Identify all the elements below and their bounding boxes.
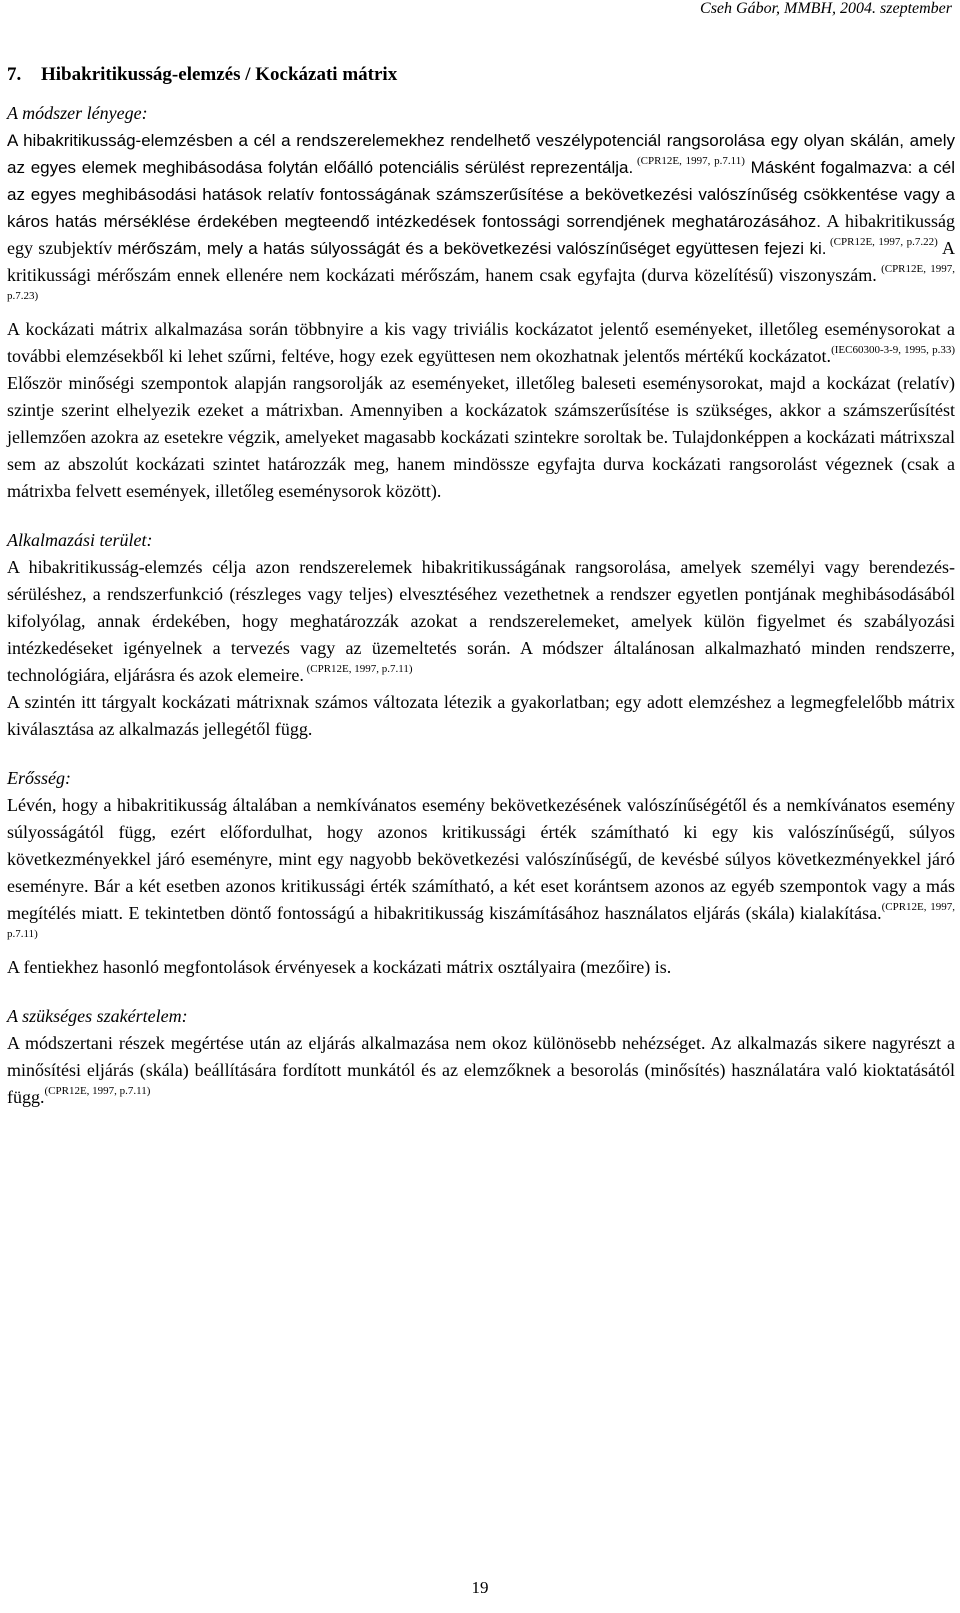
- method-p1-text-3: A hibakritikusság egy szubjektív: [7, 211, 956, 258]
- citation: (CPR12E, 1997, p.7.11): [636, 155, 745, 167]
- citation: (CPR12E, 1997, p.7.11): [7, 901, 955, 940]
- strength-paragraph-2: A fentiekhez hasonló megfontolások érvényesek a kockázati mátrix osztályaira (mezőire) is.: [7, 957, 672, 977]
- method-paragraph-2: [7, 316, 955, 505]
- strength-p1-text: Lévén, hogy a hibakritikusság általában a nemkívánatos esemény bekövetkezésének valószínűségétől és a nemkívánatos esemény súlyosságától függ, ezért előfordulhat, hogy azonos kritikussági érték számítható ki egy kis valószínűségű, súlyos következményekkel járó eseményre, mint egy nagyobb bekövetkezési valószínűségű, de kevésbé súlyos következményekkel járó eseményre. Bár a két esetben azonos kritikussági érték számítható, a két eset korántsem azonos az egyéb szempontok vagy a más megítélés miatt. E tekintetben döntő fontosságú a hibakritikusság kiszámításához használatos eljárás (skála) kialakítása.: [7, 795, 955, 923]
- expertise-p1-text: A módszertani részek megértése után az eljárás alkalmazása nem okoz különösebb nehézséget. Az alkalmazás sikere nagyrészt a minősítési eljárás (skála) beállítására fordított munkától és az elemzőknek a besorolás (minősítés) használatára való kioktatásától függ.: [7, 1033, 955, 1107]
- document-page: [7, 64, 955, 1111]
- running-header: Cseh Gábor, MMBH, 2004. szeptember: [700, 0, 952, 17]
- section-heading: [7, 64, 955, 86]
- application-title: Alkalmazási terület:: [7, 530, 153, 550]
- application-paragraph-1: [7, 554, 955, 689]
- method-p1-text-5: A kritikussági mérőszám ennek ellenére nem kockázati mérőszám, hanem csak egyfajta (durva közelítésű) viszonyszám.: [7, 238, 955, 285]
- expertise-title: A szükséges szakértelem:: [7, 1006, 188, 1026]
- method-p1-text-1: A hibakritikusság-elemzésben a cél a rendszerelemekhez rendelhető veszélypotenciál rangsorolása egy olyan skálán, amely az egyes elemek meghibásodása folytán előálló potenciális sérülést reprezentálja.: [7, 131, 955, 177]
- method-p1-text-2: Másként fogalmazva: a cél az egyes meghibásodási hatások relatív fontosságának számszerűsítése a bekövetkezési valószínűség csökkentése vagy a káros hatás mérséklése érdekében megteendő intézkedések fontossági sorrendjének meghatározásához.: [7, 158, 956, 231]
- method-p2-text-1: A kockázati mátrix alkalmazása során többnyire a kis vagy triviális kockázatot jelentő eseményeket, illetőleg eseménysorokat a további elemzésekből ki lehet szűrni, feltéve, hogy ezek együttesen nem okozhatnak jelentős mértékű kockázatot.: [7, 319, 955, 366]
- method-title: A módszer lényege:: [7, 103, 148, 123]
- method-p2-text-2: Először minőségi szempontok alapján rangsorolják az eseményeket, illetőleg baleseti eseménysorokat, majd a kockázat (relatív) szintje szerint elhelyezik ezeket a mátrixban. Amennyiben a kockázatok számszerűsítése is szükséges, akkor a számszerűsítést jellemzően azokra az esetekre végzik, amelyeket magasabb kockázati szintekre soroltak be. Tulajdonképpen a kockázati mátrixszal sem az abszolút kockázati szintet határozzák meg, hanem mindössze egyfajta durva kockázati rangsorolást végeznek (csak a mátrixba felvett események, illetőleg eseménysorok között).: [7, 373, 955, 501]
- citation: (CPR12E, 1997, p.7.22): [829, 236, 938, 248]
- heading-title: Hibakritikusság-elemzés / Kockázati mátrix: [41, 64, 398, 85]
- page-number: 19: [471, 1578, 489, 1597]
- citation: (CPR12E, 1997, p.7.23): [7, 263, 955, 302]
- method-p1-text-4: mérőszám, mely a hatás súlyosságát és a bekövetkezési valószínűséget együttesen fejezi ki.: [117, 239, 827, 258]
- expertise-paragraph-1: [7, 1030, 955, 1111]
- heading-number: 7.: [7, 64, 22, 85]
- citation: (CPR12E, 1997, p.7.11): [44, 1085, 151, 1097]
- application-p1-text: A hibakritikusság-elemzés célja azon rendszerelemek hibakritikusságának rangsorolása, amelyek személyi vagy berendezés-sérüléshez, a rendszerfunkció (részleges vagy teljes) elvesztéséhez vezethetnek a rendszer egyetlen pontjának meghibásodásából kifolyólag, annak érdekében, hogy meghatározzák azokat a rendszerelemeket, amelyek külön figyelmet és szabályozási intézkedéseket igényelnek a tervezés vagy az üzemeltetés során. A módszer általánosan alkalmazható minden rendszerre, technológiára, eljárásra és azok elemeire.: [7, 557, 955, 685]
- citation: (IEC60300-3-9, 1995, p.33): [831, 344, 956, 356]
- application-paragraph-2: A szintén itt tárgyalt kockázati mátrixnak számos változata létezik a gyakorlatban; egy adott elemzéshez a legmegfelelőbb mátrix kiválasztása az alkalmazás jellegétől függ.: [7, 692, 955, 739]
- strength-title: Erősség:: [7, 768, 71, 788]
- method-paragraph-1: [7, 127, 955, 316]
- strength-paragraph-1: [7, 792, 955, 954]
- citation: (CPR12E, 1997, p.7.11): [306, 663, 413, 675]
